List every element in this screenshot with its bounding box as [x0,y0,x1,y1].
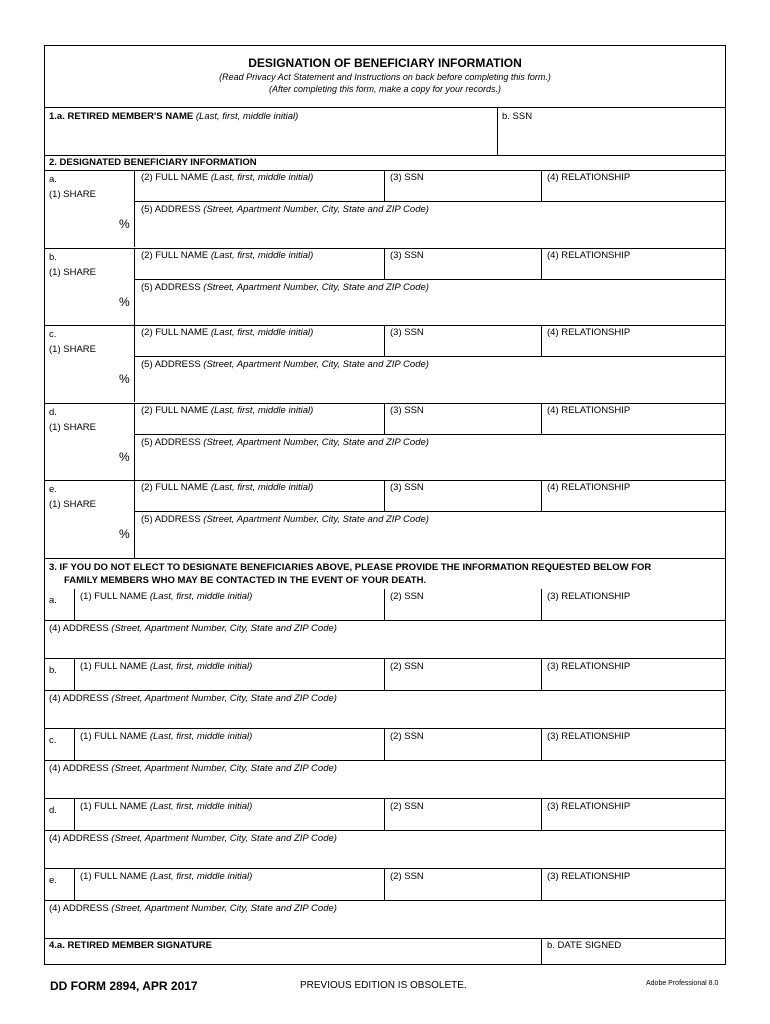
beneficiary-b-ssn-field[interactable] [389,262,537,277]
beneficiary-section-heading: 2. DESIGNATED BENEFICIARY INFORMATION [49,157,257,168]
contact-c-relationship-field[interactable] [546,743,722,758]
software-note: Adobe Professional 8.0 [646,980,719,987]
contact-d-address-field[interactable] [48,845,722,867]
contact-letter: d. [49,805,57,816]
beneficiary-e-address-field[interactable] [139,527,722,555]
ssn-label: (2) SSN [390,591,424,602]
date-signed-label: b. DATE SIGNED [547,940,622,951]
beneficiary-b-relationship-field[interactable] [546,262,722,277]
beneficiary-d-ssn-field[interactable] [389,417,537,432]
contacts-section-heading-line1: 3. IF YOU DO NOT ELECT TO DESIGNATE BENEFICIARIES ABOVE, PLEASE PROVIDE THE INFORMATION REQUESTED BELOW FOR [49,562,652,573]
contact-d-ssn-field[interactable] [389,813,537,828]
full-name-label: (1) FULL NAME (Last, first, middle initial) [80,591,253,602]
share-label: (1) SHARE [49,344,96,355]
ssn-label: (3) SSN [390,482,424,493]
percent-sign: % [119,527,130,541]
contacts-section-heading-line2: FAMILY MEMBERS WHO MAY BE CONTACTED IN THE EVENT OF YOUR DEATH. [64,575,427,586]
relationship-label: (4) RELATIONSHIP [547,327,631,338]
member-name-label: 1.a. RETIRED MEMBER'S NAME (Last, first, middle initial) [49,111,299,122]
beneficiary-d-share-field[interactable] [48,437,118,477]
address-label: (5) ADDRESS (Street, Apartment Number, City, State and ZIP Code) [141,359,429,370]
beneficiary-b-name-field[interactable] [139,262,380,277]
share-label: (1) SHARE [49,189,96,200]
relationship-label: (3) RELATIONSHIP [547,731,631,742]
contact-letter: a. [49,595,57,606]
address-label: (5) ADDRESS (Street, Apartment Number, City, State and ZIP Code) [141,437,429,448]
form-subtitle-privacy: (Read Privacy Act Statement and Instructions on back before completing this form.) [219,72,551,82]
beneficiary-c-relationship-field[interactable] [546,339,722,354]
contact-a-address-field[interactable] [48,635,722,657]
beneficiary-d-address-field[interactable] [139,450,722,478]
contact-b-relationship-field[interactable] [546,673,722,688]
beneficiary-e-ssn-field[interactable] [389,494,537,509]
beneficiary-letter: d. [49,407,57,418]
share-label: (1) SHARE [49,422,96,433]
relationship-label: (3) RELATIONSHIP [547,801,631,812]
obsolete-notice: PREVIOUS EDITION IS OBSOLETE. [300,980,467,991]
contact-a-ssn-field[interactable] [389,603,537,618]
beneficiary-e-name-field[interactable] [139,494,380,509]
ssn-label: (2) SSN [390,661,424,672]
form-title: DESIGNATION OF BENEFICIARY INFORMATION [248,56,522,70]
address-label: (4) ADDRESS (Street, Apartment Number, City, State and ZIP Code) [49,833,337,844]
contact-b-ssn-field[interactable] [389,673,537,688]
contact-letter: b. [49,665,57,676]
address-label: (5) ADDRESS (Street, Apartment Number, City, State and ZIP Code) [141,204,429,215]
beneficiary-b-address-field[interactable] [139,295,722,323]
full-name-label: (2) FULL NAME (Last, first, middle initial) [141,250,314,261]
full-name-label: (2) FULL NAME (Last, first, middle initial) [141,405,314,416]
address-label: (4) ADDRESS (Street, Apartment Number, City, State and ZIP Code) [49,693,337,704]
beneficiary-letter: a. [49,174,57,185]
full-name-label: (2) FULL NAME (Last, first, middle initial) [141,327,314,338]
signature-field[interactable] [48,952,537,963]
beneficiary-c-share-field[interactable] [48,359,118,399]
address-label: (5) ADDRESS (Street, Apartment Number, City, State and ZIP Code) [141,514,429,525]
ssn-label: (2) SSN [390,731,424,742]
beneficiary-d-name-field[interactable] [139,417,380,432]
relationship-label: (3) RELATIONSHIP [547,591,631,602]
member-ssn-field[interactable] [502,124,722,152]
form-identifier: DD FORM 2894, APR 2017 [50,979,198,993]
contact-d-relationship-field[interactable] [546,813,722,828]
contact-c-address-field[interactable] [48,775,722,797]
full-name-label: (1) FULL NAME (Last, first, middle initial) [80,731,253,742]
date-signed-field[interactable] [546,952,722,963]
beneficiary-a-name-field[interactable] [139,184,380,199]
contact-e-relationship-field[interactable] [546,883,722,898]
member-ssn-label: b. SSN [502,111,533,122]
member-name-field[interactable] [48,124,493,152]
contact-e-name-field[interactable] [79,883,380,898]
relationship-label: (3) RELATIONSHIP [547,661,631,672]
address-label: (4) ADDRESS (Street, Apartment Number, City, State and ZIP Code) [49,903,337,914]
contact-d-name-field[interactable] [79,813,380,828]
ssn-label: (3) SSN [390,327,424,338]
ssn-label: (3) SSN [390,405,424,416]
beneficiary-b-share-field[interactable] [48,282,118,322]
share-label: (1) SHARE [49,499,96,510]
full-name-label: (1) FULL NAME (Last, first, middle initial) [80,871,253,882]
ssn-label: (3) SSN [390,172,424,183]
contact-b-address-field[interactable] [48,705,722,727]
beneficiary-letter: c. [49,329,57,340]
beneficiary-c-ssn-field[interactable] [389,339,537,354]
percent-sign: % [119,450,130,464]
full-name-label: (2) FULL NAME (Last, first, middle initial) [141,482,314,493]
relationship-label: (4) RELATIONSHIP [547,172,631,183]
relationship-label: (3) RELATIONSHIP [547,871,631,882]
percent-sign: % [119,372,130,386]
contact-b-name-field[interactable] [79,673,380,688]
full-name-label: (1) FULL NAME (Last, first, middle initial) [80,801,253,812]
beneficiary-a-address-field[interactable] [139,217,722,245]
beneficiary-a-relationship-field[interactable] [546,184,722,199]
percent-sign: % [119,217,130,231]
signature-label: 4.a. RETIRED MEMBER SIGNATURE [49,940,212,951]
beneficiary-letter: e. [49,484,57,495]
form-subtitle-copy: (After completing this form, make a copy for your records.) [268,84,502,94]
ssn-label: (2) SSN [390,871,424,882]
contact-e-ssn-field[interactable] [389,883,537,898]
beneficiary-c-name-field[interactable] [139,339,380,354]
ssn-label: (3) SSN [390,250,424,261]
beneficiary-c-address-field[interactable] [139,372,722,400]
contact-c-ssn-field[interactable] [389,743,537,758]
full-name-label: (1) FULL NAME (Last, first, middle initial) [80,661,253,672]
contact-e-address-field[interactable] [48,915,722,937]
beneficiary-d-relationship-field[interactable] [546,417,722,432]
relationship-label: (4) RELATIONSHIP [547,405,631,416]
percent-sign: % [119,295,130,309]
address-label: (4) ADDRESS (Street, Apartment Number, City, State and ZIP Code) [49,623,337,634]
beneficiary-letter: b. [49,252,57,263]
contact-a-relationship-field[interactable] [546,603,722,618]
beneficiary-e-share-field[interactable] [48,514,118,554]
contact-letter: e. [49,875,57,886]
share-label: (1) SHARE [49,267,96,278]
beneficiary-a-ssn-field[interactable] [389,184,537,199]
contact-c-name-field[interactable] [79,743,380,758]
ssn-label: (2) SSN [390,801,424,812]
relationship-label: (4) RELATIONSHIP [547,482,631,493]
contact-a-name-field[interactable] [79,603,380,618]
relationship-label: (4) RELATIONSHIP [547,250,631,261]
address-label: (4) ADDRESS (Street, Apartment Number, City, State and ZIP Code) [49,763,337,774]
full-name-label: (2) FULL NAME (Last, first, middle initial) [141,172,314,183]
beneficiary-a-share-field[interactable] [48,204,118,244]
contact-letter: c. [49,735,57,746]
address-label: (5) ADDRESS (Street, Apartment Number, City, State and ZIP Code) [141,282,429,293]
beneficiary-e-relationship-field[interactable] [546,494,722,509]
